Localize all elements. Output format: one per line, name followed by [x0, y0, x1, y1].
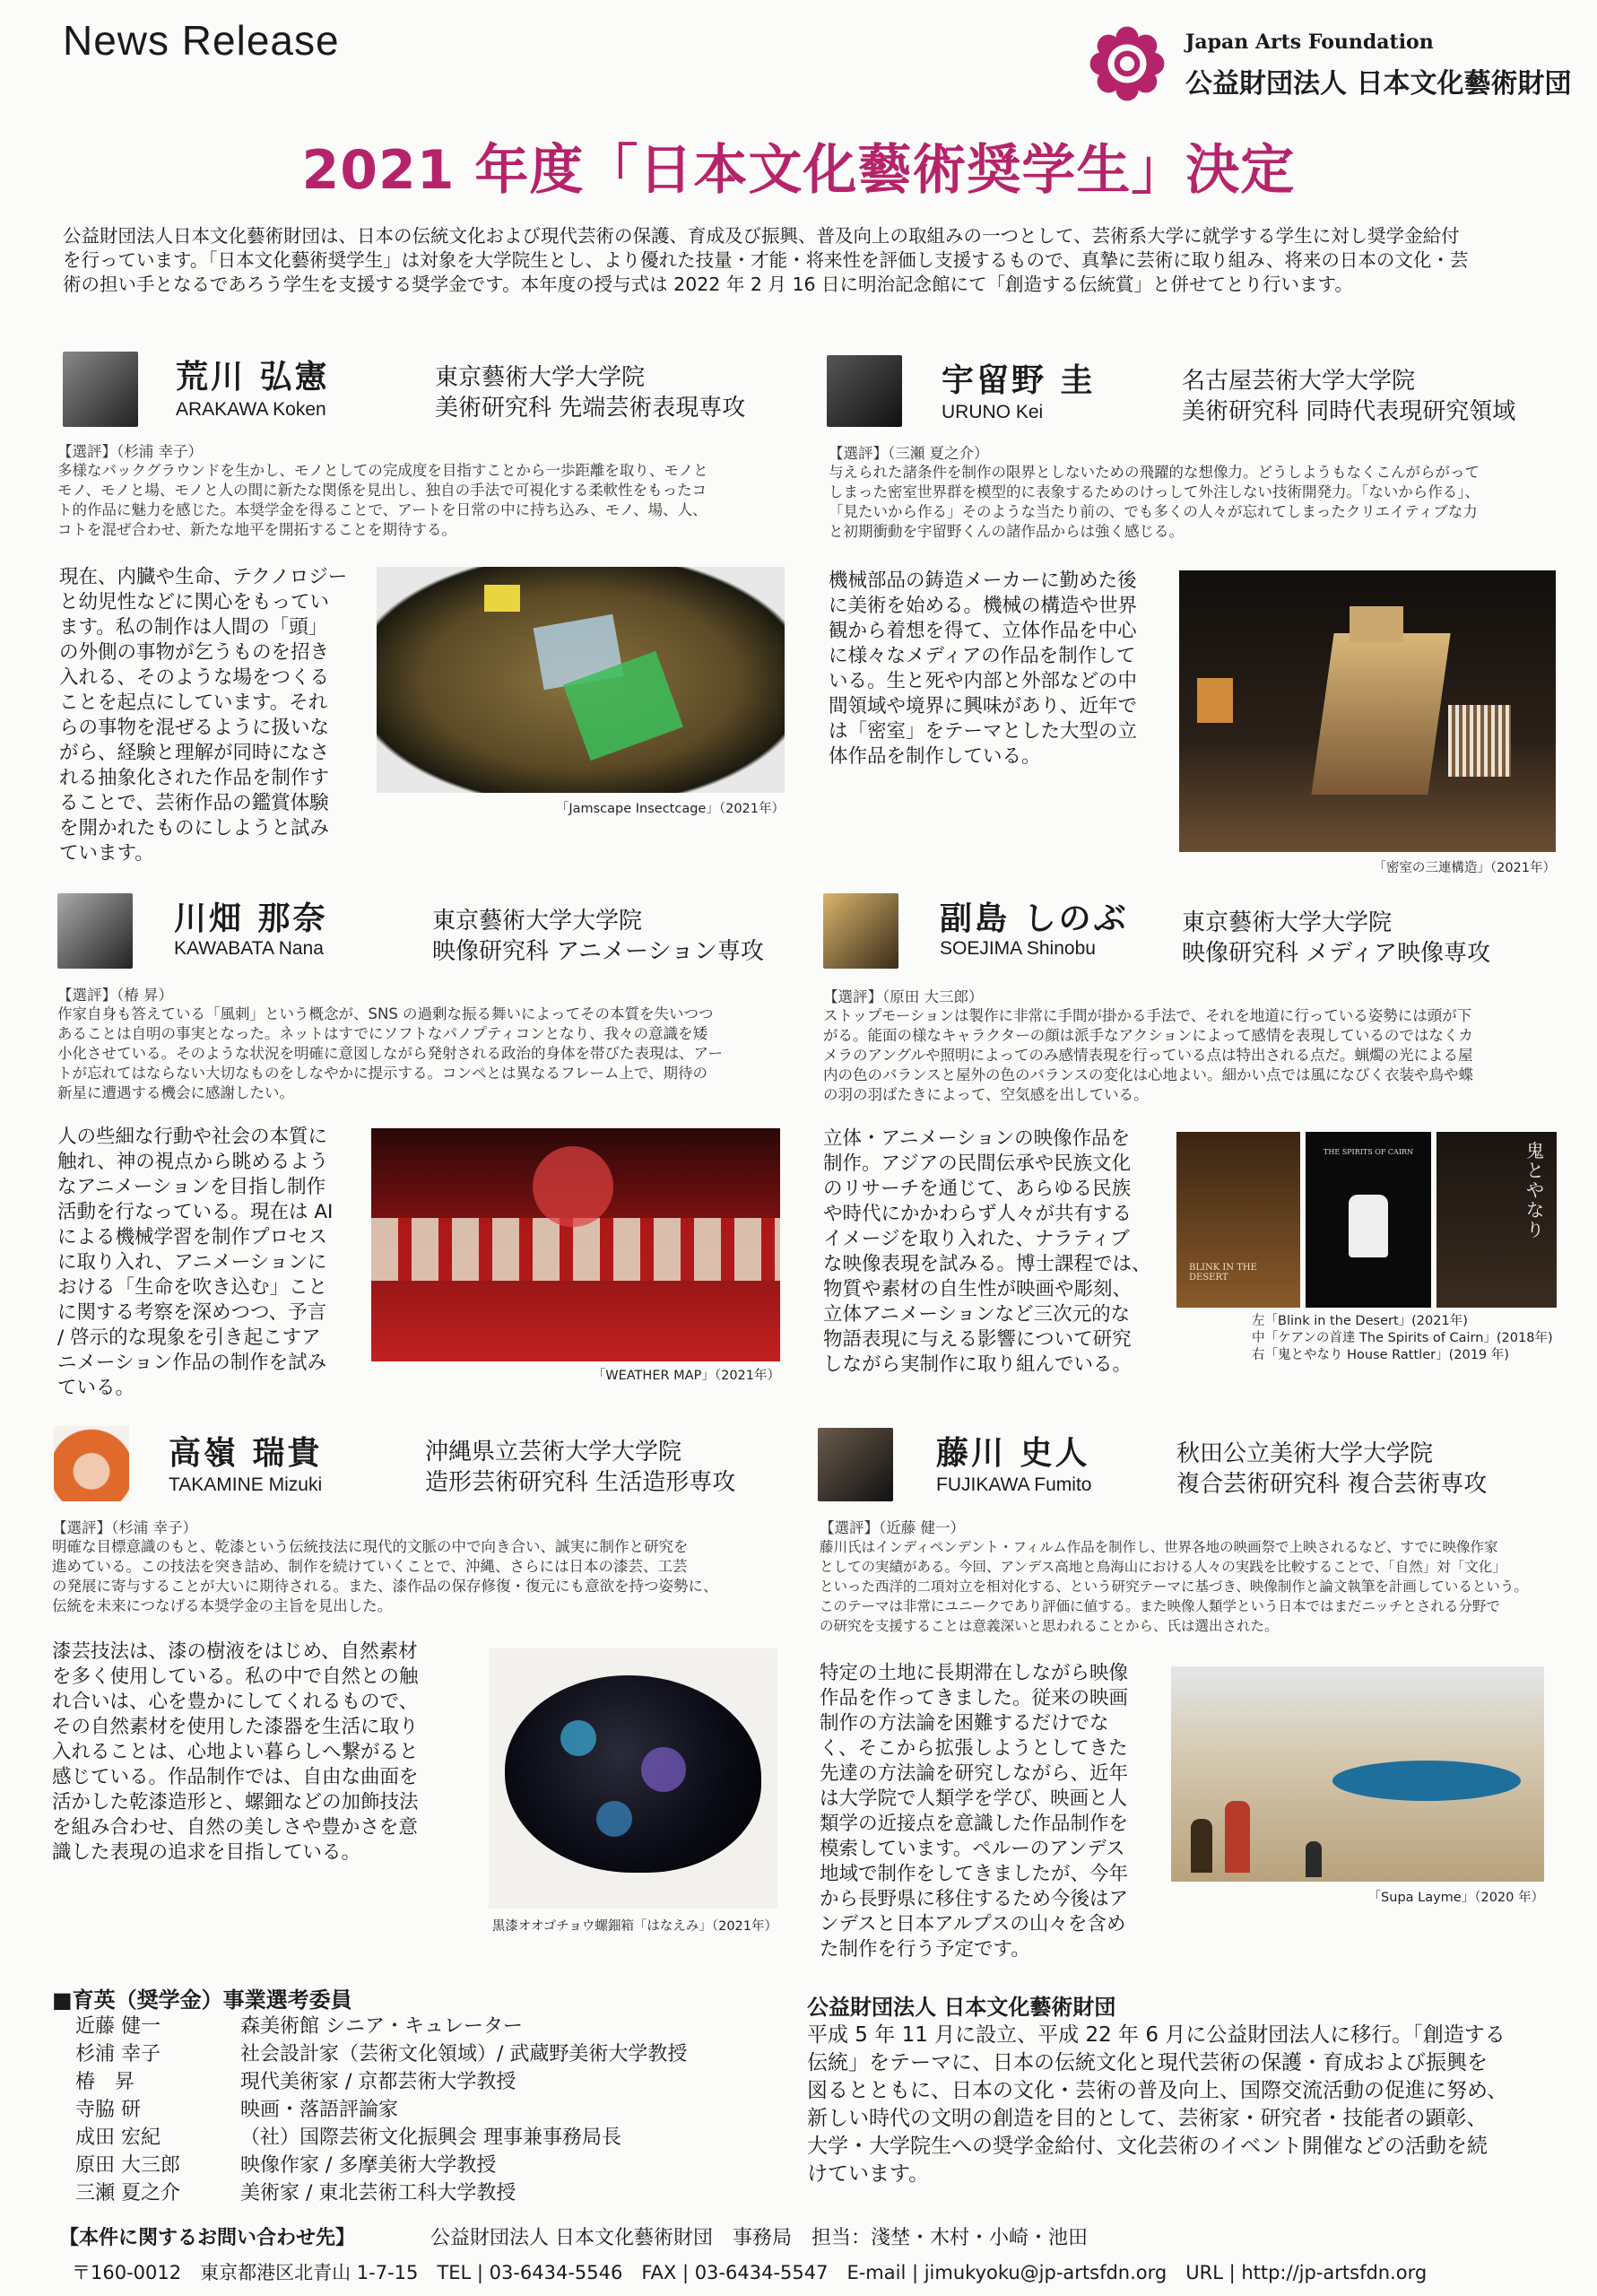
- student-name-en: SOEJIMA Shinobu: [940, 938, 1096, 959]
- student-description: 現在、内臓や生命、テクノロジー と幼児性などに関心をもってい ます。私の制作は人間の「頭」 の外側の事物が乞うものを招き 入れる、そのような場をつくる ことを起点にしています。それ らの事物を混ぜるように扱いな がら、経験と理解が同時になさ れる抽象化された作品を制作す ることで、芸術作品の鑑賞体験 を開かれたものにしようと試み ています。: [59, 566, 348, 865]
- poster-spirits-of-cairn: THE SPIRITS OF CAIRN: [1306, 1132, 1431, 1308]
- about-text: 平成 5 年 11 月に設立、平成 22 年 6 月に公益財団法人に移行。「創造する 伝統」をテーマに、日本の伝統文化と現代芸術の保護・育成および振興を 図るとともに、日本の文化・芸術の普及向上、国際交流活動の促進に努め、 新しい時代の文明の創造を目的として、芸術家・研究者・技能者の顕彰、 大学・大学院生への奨学金給付、文化芸術のイベント開催などの活動を続 けています。: [807, 2023, 1508, 2186]
- foundation-logo-icon: [1087, 23, 1167, 104]
- committee-title: ■育英（奨学金）事業選考委員: [52, 1987, 352, 2013]
- poster-blink-in-the-desert: BLINK IN THE DESERT: [1176, 1132, 1300, 1308]
- student-name-en: URUNO Kei: [942, 402, 1044, 422]
- committee-list: [75, 2013, 775, 2207]
- committee-member: 椿 昇 現代美術家 / 京都芸術大学教授: [75, 2071, 516, 2093]
- student-description: 人の些細な行動や社会の本質に 触れ、神の視点から眺めるよう なアニメーションを目指し制作 活動を行なっている。現在は AI による機械学習を制作プロセス に取り入れ、アニメーションに おける「生命を吹き込む」こと に関する考察を深めつつ、予言 / 啓示的な現象を引き起こすア ニメーション作品の制作を試み ている。: [57, 1126, 334, 1399]
- review-text: ストップモーションは製作に非常に手間が掛かる手法で、それを地道に行っている姿勢には頭が下 がる。能面の様なキャラクターの顔は派手なアクションによって感情を表現しているのではなくカ メラのアングルや照明によってのみ感情表現を行っている点は特出される点だ。蝋燭の光による屋 内の色のバランスと屋外の色のバランスの変化は心地よい。細かい点では風になびく衣装や鳥や蝶 の羽の羽ばたきによって、空気感を出している。: [823, 1007, 1474, 1103]
- review-label: 【選評】（原田 大三郎）: [823, 988, 984, 1005]
- review-label: 【選評】（椿 昇）: [57, 987, 173, 1004]
- student-name-en: FUJIKAWA Fumito: [936, 1474, 1092, 1495]
- student-description: 機械部品の鋳造メーカーに勤めた後 に美術を始める。機械の構造や世界 観から着想を得て、立体作品を中心 に様々なメディアの作品を制作して いる。生と死や内部と外部などの中 間領域や境界に興味があり、近年で は「密室」をテーマとした大型の立 体作品を制作している。: [829, 570, 1138, 768]
- student-description: 漆芸技法は、漆の樹液をはじめ、自然素材 を多く使用している。私の中で自然との触 れ合いは、心を豊かにしてくれるもので、 その自然素材を使用した漆器を生活に取り 入れることは、心地よい暮らしへ繋がると 感じている。作品制作では、自由な曲面を 活かした乾漆造形と、螺鈿などの加飾技法 を組み合わせ、自然の美しさや豊かさを意 識した表現の追求を目指している。: [52, 1640, 419, 1864]
- artwork-image: [1171, 1666, 1544, 1882]
- org-name-jp: 公益財団法人 日本文化藝術財団: [1185, 68, 1572, 100]
- page-title: 2021 年度「日本文化藝術奨学生」決定: [301, 139, 1296, 202]
- contact-address: 〒160-0012 東京都港区北青山 1-7-15 TEL | 03-6434-5546 FAX | 03-6434-5547 E-mail | jimukyoku@jp-artsfdn.org URL | http://jp-artsfdn.org: [72, 2262, 1428, 2283]
- student-description: 特定の土地に長期滞在しながら映像 作品を作ってきました。従来の映画 制作の方法論を困難するだけでな く、そこから拡張しようとしてきた 先達の方法論を研究しながら、近年 は大学院で人類学を学び、映画と人 類学の近接点を意識した作品制作を 模索しています。ペルーのアンデス 地域で制作をしてきましたが、今年 から長野県に移住するため今後はア ンデスと日本アルプスの山々を含め た制作を行う予定です。: [820, 1662, 1129, 1961]
- student-name-en: ARAKAWA Koken: [176, 399, 326, 420]
- artwork-image: [377, 567, 785, 793]
- student-portrait: [823, 893, 898, 969]
- review-text: 多様なバックグラウンドを生かし、モノとしての完成度を目指すことから一歩距離を取り、モノと モノ、モノと場、モノと人の間に新たな関係を見出し、独自の手法で可視化する柔軟性をもったコ ト的作品に魅力を感じた。本奨学金を得ることで、アートを日常の中に持ち込み、モノ、場、人、 コトを混ぜ合わせ、新たな地平を開拓することを期待する。: [57, 462, 708, 538]
- student-portrait: [827, 355, 902, 427]
- review-text: 与えられた諸条件を制作の限界としないための飛躍的な想像力。どうしようもなくこんがらがって しまった密室世界群を模型的に表象するためのけっして外注しない技術開発力。「ないから作る」、 「見たいから作る」そのような当たり前の、でも多くの人々が忘れてしまったクリエイティブな力 と初期衝動を宇留野くんの諸作品からは強く感じる。: [829, 464, 1480, 540]
- review-text: 明確な目標意識のもと、乾漆という伝統技法に現代的文脈の中で向き合い、誠実に制作と研究を 進めている。この技法を突き詰め、制作を続けていくことで、沖縄、さらには日本の漆芸、工芸 の発展に寄与することが大いに期待される。また、漆作品の保存修復・復元にも意欲を持つ姿勢に、 伝統を未来につなげる本奨学金の主旨を見出した。: [52, 1538, 718, 1614]
- contact-label: 【本件に関するお問い合わせ先】: [59, 2227, 356, 2249]
- artwork-caption: 「Supa Layme」（2020 年）: [1367, 1891, 1544, 1905]
- student-name-jp: 荒川 弘憲: [176, 359, 330, 396]
- student-name-jp: 高嶺 瑞貴: [169, 1435, 323, 1472]
- artwork-caption: 黒漆オオゴチョウ螺鈿箱「はなえみ」（2021年）: [491, 1919, 777, 1934]
- committee-member: 杉浦 幸子 社会設計家（芸術文化領域）/ 武蔵野美術大学教授: [75, 2043, 688, 2066]
- student-school: 東京藝術大学大学院 美術研究科 先端芸術表現専攻: [435, 364, 746, 422]
- artwork-image: [489, 1648, 777, 1909]
- student-school: 東京藝術大学大学院 映像研究科 アニメーション専攻: [432, 908, 764, 965]
- student-name-jp: 宇留野 圭: [942, 362, 1096, 399]
- about-title: 公益財団法人 日本文化藝術財団: [807, 1995, 1116, 2020]
- artwork-image: [371, 1128, 780, 1361]
- student-name-jp: 川畑 那奈: [174, 900, 328, 937]
- student-portrait: [63, 352, 138, 427]
- student-name-jp: 藤川 史人: [936, 1435, 1090, 1472]
- student-description: 立体・アニメーションの映像作品を 制作。アジアの民間伝承や民族文化 のリサーチを通じて、あらゆる民族 や時代にかかわらず人々が共有する イメージを取り入れた、ナラティブ な映像表現を試みる。博士課程では、 物質や素材の自生性が映画や彫刻、 立体アニメーションなど三次元的な 物語表現に与える影響について研究 しながら実制作に取り組んでいる。: [823, 1127, 1151, 1376]
- intro-text: 公益財団法人日本文化藝術財団は、日本の伝統文化および現代芸術の保護、育成及び振興、普及向上の取組みの一つとして、芸術系大学に就学する学生に対し奨学金給付 を行っています。「日本文化藝術奨学生」は対象を大学院生とし、より優れた技量・才能・将来性を評価し支援するもので、真摯に芸術に取り組み、将来の日本の文化・芸 術の担い手となるであろう学生を支援する奨学金です。本年度の授与式は 2022 年 2 月 16 日に明治記念館にて「創造する伝統賞」と併せてとり行います。: [63, 225, 1469, 295]
- review-label: 【選評】（杉浦 幸子）: [57, 443, 203, 460]
- review-text: 藤川氏はインディペンデント・フィルム作品を制作し、世界各地の映画祭で上映されるなど、すでに映像作家 としての実績がある。今回、アンデス高地と鳥海山における人々の実践を比較することで、「自然」対「文化」 といった西洋的二項対立を相対化する、という研究テーマに基づき、映像制作と論文執筆を計画しているという。 このテーマは非常にユニークであり評価に値する。また映像人類学という日本ではまだニッチとされる分野で の研究を支援することは意義深いと思われることから、氏は選出された。: [820, 1539, 1528, 1634]
- student-name-en: KAWABATA Nana: [174, 938, 324, 959]
- review-label: 【選評】（三瀬 夏之介）: [829, 445, 989, 462]
- artwork-caption: 左「Blink in the Desert」(2021年) 中「ケアンの首達 The Spirits of Cairn」(2018年) 右「鬼とやなり House Rattler」(2019 年): [1252, 1314, 1553, 1362]
- student-school: 沖縄県立芸術大学大学院 造形芸術研究科 生活造形専攻: [425, 1439, 736, 1496]
- student-school: 東京藝術大学大学院 映像研究科 メディア映像専攻: [1182, 909, 1491, 967]
- news-release-label: News Release: [63, 17, 340, 64]
- artwork-caption: 「密室の三連構造」（2021年）: [1373, 861, 1556, 875]
- committee-member: 三瀬 夏之介 美術家 / 東北芸術工科大学教授: [75, 2182, 516, 2205]
- contact-org: 公益財団法人 日本文化藝術財団 事務局 担当：淺埜・木村・小崎・池田: [430, 2227, 1088, 2249]
- student-name-jp: 副島 しのぶ: [940, 900, 1129, 937]
- committee-member: 近藤 健一 森美術館 シニア・キュレーター: [75, 2015, 523, 2038]
- poster-house-rattler: 鬼とやなり: [1436, 1132, 1557, 1308]
- committee-member: 原田 大三郎 映像作家 / 多摩美術大学教授: [75, 2154, 497, 2177]
- student-name-en: TAKAMINE Mizuki: [169, 1474, 323, 1495]
- committee-member: 成田 宏紀 （社）国際芸術文化振興会 理事兼事務局長: [75, 2126, 621, 2149]
- student-school: 名古屋芸術大学大学院 美術研究科 同時代表現研究領域: [1182, 368, 1516, 425]
- artwork-caption: 「Jamscape Insectcage」（2021年）: [555, 802, 785, 816]
- review-label: 【選評】（杉浦 幸子）: [52, 1519, 197, 1536]
- review-label: 【選評】（近藤 健一）: [820, 1519, 965, 1536]
- student-portrait: [57, 893, 133, 969]
- student-school: 秋田公立美術大学大学院 複合芸術研究科 複合芸術専攻: [1176, 1440, 1488, 1498]
- artwork-image: [1179, 570, 1556, 852]
- artwork-caption: 「WEATHER MAP」（2021年）: [592, 1369, 780, 1383]
- org-name-en: Japan Arts Foundation: [1185, 30, 1434, 54]
- student-portrait: [54, 1426, 129, 1501]
- committee-member: 寺脇 研 映画・落語評論家: [75, 2099, 399, 2121]
- review-text: 作家自身も答えている「風刺」という概念が、SNS の過剰な振る舞いによってその本質を失いつつ あることは自明の事実となった。ネットはすでにソフトなパノプティコンとなり、我々の意識を矮 小化させている。そのような状況を明確に意図しながら発射される政治的身体を帯びた表現は、アー トが忘れてはならない大切なものをしなやかに提示する。コンペとは異なるフレーム上で、期待の 新星に遭遇する機会に感謝したい。: [57, 1005, 724, 1101]
- student-portrait: [818, 1428, 893, 1501]
